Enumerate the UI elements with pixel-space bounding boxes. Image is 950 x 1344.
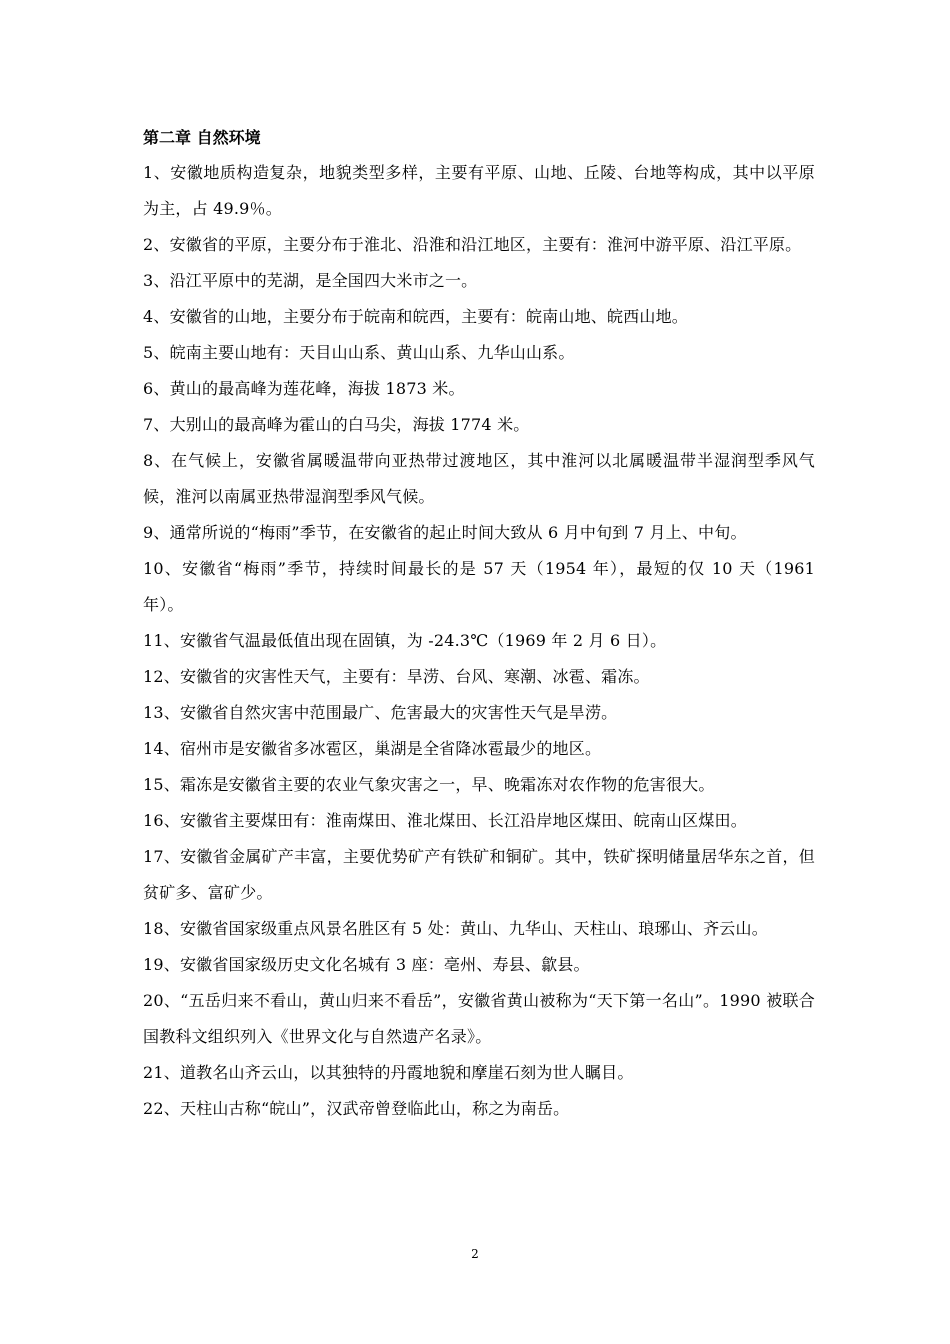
- chapter-title: 第二章 自然环境: [143, 128, 261, 147]
- list-item: 17、安徽省金属矿产丰富，主要优势矿产有铁矿和铜矿。其中，铁矿探明储量居华东之首，但贫矿多、富矿少。: [143, 847, 815, 902]
- list-item: 1、安徽地质构造复杂，地貌类型多样，主要有平原、山地、丘陵、台地等构成，其中以平原为主，占 49.9％。: [143, 163, 815, 218]
- page-content: [143, 121, 815, 1127]
- list-item: 13、安徽省自然灾害中范围最广、危害最大的灾害性天气是旱涝。: [143, 703, 618, 722]
- list-item: 21、道教名山齐云山，以其独特的丹霞地貌和摩崖石刻为世人瞩目。: [143, 1063, 634, 1082]
- list-item: 20、“五岳归来不看山，黄山归来不看岳”，安徽省黄山被称为“天下第一名山”。1990 被联合国教科文组织列入《世界文化与自然遗产名录》。: [143, 991, 815, 1046]
- list-item: 7、大别山的最高峰为霍山的白马尖，海拔 1774 米。: [143, 415, 530, 434]
- list-item: 15、霜冻是安徽省主要的农业气象灾害之一，早、晚霜冻对农作物的危害很大。: [143, 775, 715, 794]
- list-item: 8、在气候上，安徽省属暖温带向亚热带过渡地区，其中淮河以北属暖温带半湿润型季风气候，淮河以南属亚热带湿润型季风气候。: [143, 451, 815, 506]
- list-item: 9、通常所说的“梅雨”季节，在安徽省的起止时间大致从 6 月中旬到 7 月上、中旬。: [143, 523, 747, 542]
- list-item: 2、安徽省的平原，主要分布于淮北、沿淮和沿江地区，主要有：淮河中游平原、沿江平原。: [143, 235, 802, 254]
- list-item: 5、皖南主要山地有：天目山山系、黄山山系、九华山山系。: [143, 343, 575, 362]
- page-number: 2: [471, 1247, 479, 1261]
- list-item: 4、安徽省的山地，主要分布于皖南和皖西，主要有：皖南山地、皖西山地。: [143, 307, 688, 326]
- list-item: 19、安徽省国家级历史文化名城有 3 座：亳州、寿县、歙县。: [143, 955, 590, 974]
- list-item: 14、宿州市是安徽省多冰雹区，巢湖是全省降冰雹最少的地区。: [143, 739, 602, 758]
- list-item: 6、黄山的最高峰为莲花峰，海拔 1873 米。: [143, 379, 465, 398]
- list-item: 18、安徽省国家级重点风景名胜区有 5 处：黄山、九华山、天柱山、琅琊山、齐云山。: [143, 919, 768, 938]
- list-item: 22、天柱山古称“皖山”，汉武帝曾登临此山，称之为南岳。: [143, 1099, 570, 1118]
- list-item: 16、安徽省主要煤田有：淮南煤田、淮北煤田、长江沿岸地区煤田、皖南山区煤田。: [143, 811, 747, 830]
- list-item: 10、安徽省“梅雨”季节，持续时间最长的是 57 天（1954 年），最短的仅 10 天（1961 年）。: [143, 559, 815, 614]
- list-item: 3、沿江平原中的芜湖，是全国四大米市之一。: [143, 271, 478, 290]
- list-item: 11、安徽省气温最低值出现在固镇，为 -24.3℃（1969 年 2 月 6 日）。: [143, 631, 667, 650]
- list-item: 12、安徽省的灾害性天气，主要有：旱涝、台风、寒潮、冰雹、霜冻。: [143, 667, 650, 686]
